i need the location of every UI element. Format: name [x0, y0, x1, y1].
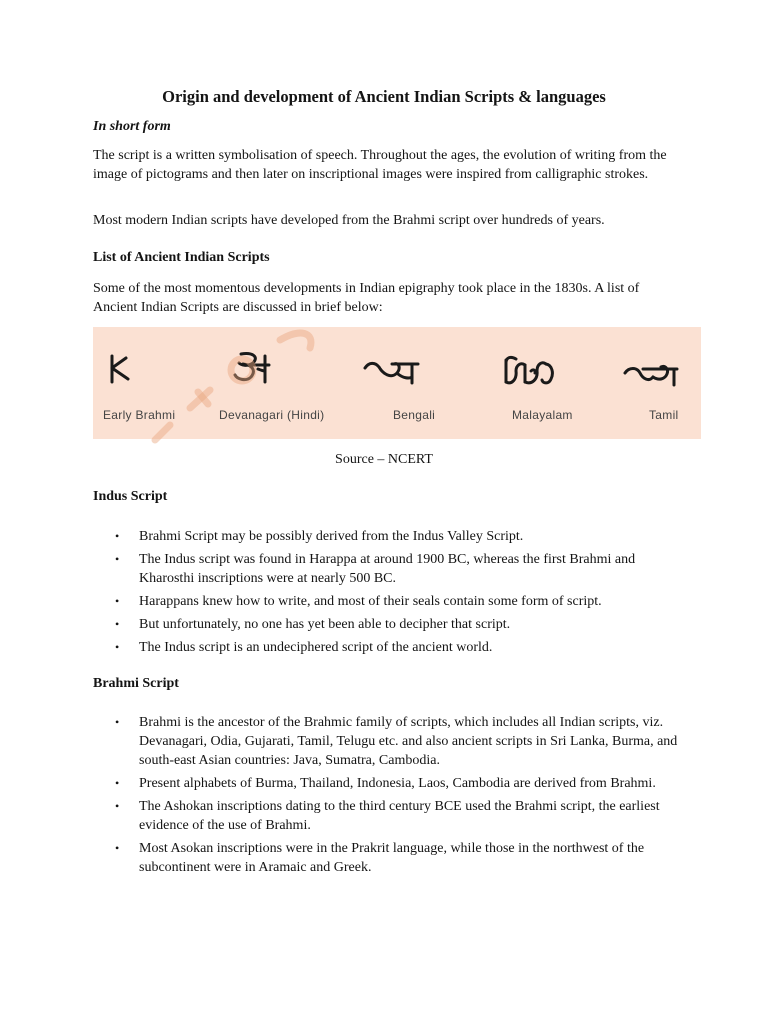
brahmi-origin-paragraph: Most modern Indian scripts have developed from the Brahmi script over hundreds of years. [93, 213, 605, 228]
list-item: • The Indus script is an undeciphered script of the ancient world. [115, 640, 493, 655]
label-bengali: Bengali [393, 408, 436, 422]
list-item: • The Indus script was found in Harappa at around 1900 BC, whereas the first Brahmi and Kharosthi inscriptions were at nearly 500 BC. [115, 552, 636, 586]
bullet-icon: • [115, 799, 120, 813]
intro-paragraph: The script is a written symbolisation of speech. Throughout the ages, the evolution of writing from the image of pictograms and then later on inscriptional images were inspired from calligraphic strokes. [93, 148, 667, 182]
bullet-icon: • [115, 529, 120, 543]
indus-bullet-list [93, 527, 693, 657]
bullet-icon: • [115, 617, 120, 631]
label-devanagari: Devanagari (Hindi) [219, 408, 325, 422]
early-brahmi-glyph [112, 356, 128, 382]
tamil-glyph [625, 366, 677, 385]
subtitle: In short form [93, 119, 171, 134]
label-malayalam: Malayalam [512, 408, 573, 422]
brahmi-bullet-list [93, 713, 693, 877]
list-item: • Harappans knew how to write, and most of their seals contain some form of script. [115, 594, 602, 609]
bullet-icon: • [115, 640, 120, 654]
bullet-icon: • [115, 841, 120, 855]
bullet-icon: • [115, 594, 120, 608]
page-title: Origin and development of Ancient Indian Scripts & languages [162, 87, 606, 106]
list-item: • The Ashokan inscriptions dating to the third century BCE used the Brahmi script, the earliest evidence of the use of Brahmi. [115, 799, 660, 833]
indus-heading: Indus Script [93, 489, 168, 504]
list-heading: List of Ancient Indian Scripts [93, 250, 270, 265]
list-item: • But unfortunately, no one has yet been able to decipher that script. [115, 617, 511, 632]
label-early-brahmi: Early Brahmi [103, 408, 176, 422]
bullet-icon: • [115, 776, 120, 790]
bengali-glyph [365, 363, 418, 383]
malayalam-glyph [506, 357, 552, 383]
list-item: • Brahmi Script may be possibly derived from the Indus Valley Script. [115, 529, 524, 544]
devanagari-glyph [235, 354, 269, 382]
list-item: • Most Asokan inscriptions were in the Prakrit language, while those in the northwest of the subcontinent were in Aramaic and Greek. [115, 841, 645, 875]
bullet-icon: • [115, 715, 120, 729]
list-item: • Present alphabets of Burma, Thailand, Indonesia, Laos, Cambodia are derived from Brahmi. [115, 776, 656, 791]
list-item: • Brahmi is the ancestor of the Brahmic family of scripts, which includes all Indian scripts, viz. Devanagari, Odia, Gujarati, Tamil, Telugu etc. and also ancient scripts in Sri Lanka, Burma, and south-east Asian countries: Java, Sumatra, Cambodia. [115, 715, 678, 768]
label-tamil: Tamil [649, 408, 679, 422]
epigraphy-paragraph: Some of the most momentous developments in Indian epigraphy took place in the 1830s. A list of Ancient Indian Scripts are discussed in brief below: [93, 281, 640, 315]
brahmi-heading: Brahmi Script [93, 676, 179, 691]
scripts-figure [93, 327, 701, 439]
figure-source: Source – NCERT [335, 452, 433, 467]
scripts-glyphs [93, 327, 701, 439]
bullet-icon: • [115, 552, 120, 566]
